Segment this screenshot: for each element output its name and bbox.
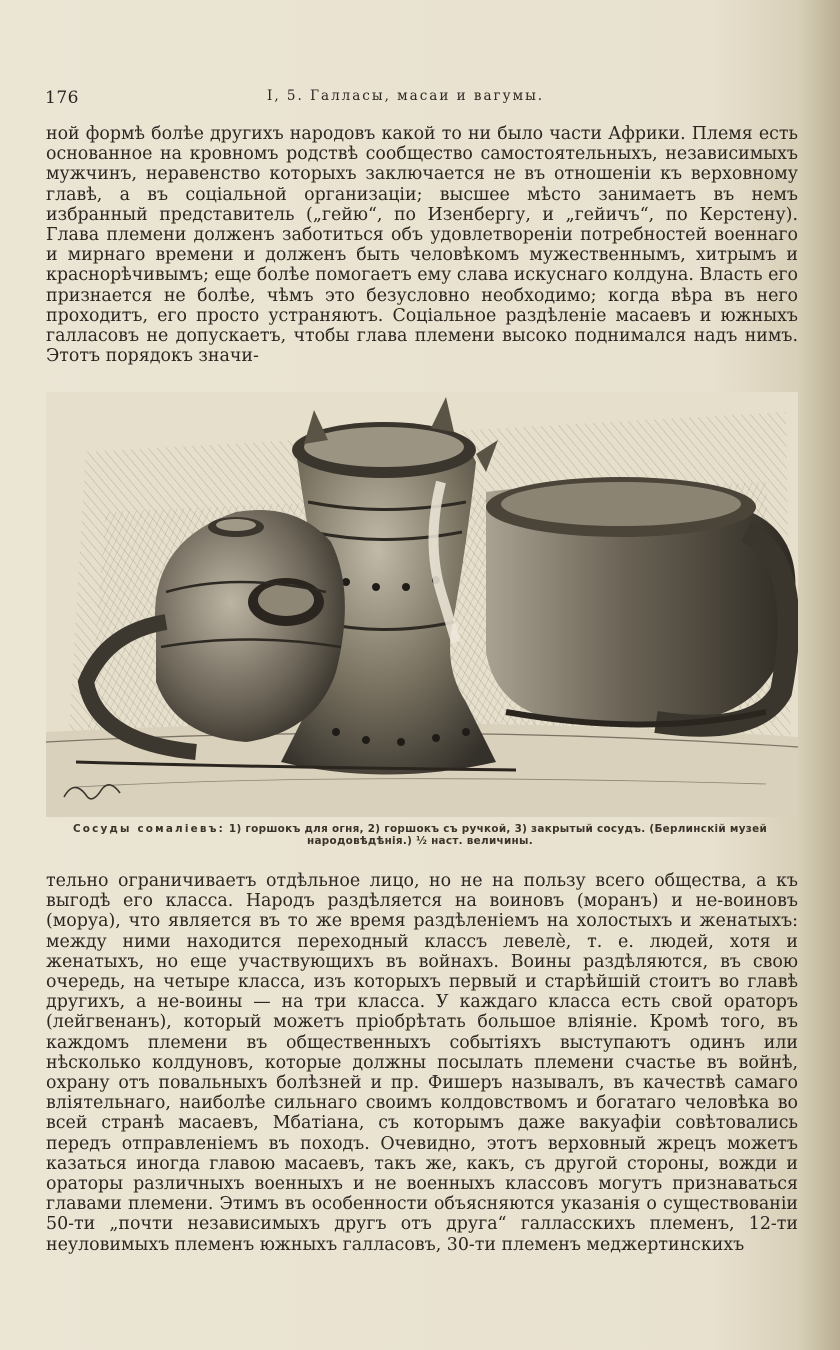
page-number: 176 xyxy=(45,88,79,108)
caption-text: 1) горшокъ для огня, 2) горшокъ съ ручкой, 3) закрытый сосудъ. (Берлинскій музей народовѣдѣнія.) ½ наст. величины. xyxy=(228,823,768,847)
page-header xyxy=(45,82,795,112)
body-text-bottom xyxy=(46,871,798,1255)
vessels-engraving-image xyxy=(46,392,798,817)
caption-lead: Сосуды сомаліевъ: xyxy=(72,823,225,835)
body-text-top xyxy=(46,124,798,366)
paragraph-top: ной формѣ болѣе другихъ народовъ какой то ни было части Африки. Племя есть основанное на кровномъ родствѣ сообщество самостоятельныхъ, независимыхъ мужчинъ, неравенство которыхъ заключается не въ отношеніи къ верховному главѣ, а въ соціальной организаціи; высшее мѣсто занимаетъ въ немъ избранный представитель („гейю“, по Изенбергу, и „гейичъ“, по Керстену). Глава племени долженъ заботиться объ удовлетвореніи потребностей военнаго и мирнаго времени и долженъ быть человѣкомъ мужественнымъ, хитрымъ и краснорѣчивымъ; еще болѣе помогаетъ ему слава искуснаго колдуна. Власть его признается не болѣе, чѣмъ это безусловно необходимо; когда вѣра въ него проходитъ, его просто устраняютъ. Соціальное раздѣленіе масаевъ и южныхъ галласовъ не допускаетъ, чтобы глава племени высоко поднимался надъ нимъ. Этотъ порядокъ значи- xyxy=(46,124,798,367)
figure-caption xyxy=(60,823,780,847)
running-head: I, 5. Галласы, масаи и вагумы. xyxy=(267,88,545,104)
paragraph-bottom: тельно ограничиваетъ отдѣльное лицо, но не на пользу всего общества, а къ выгодѣ его класса. Народъ раздѣляется на воиновъ (моранъ) и не-воиновъ (моруа), что является въ то же время раздѣленіемъ на холостыхъ и женатыхъ: между ними находится переходный классъ левелè, т. е. людей, хотя и женатыхъ, но еще участвующихъ въ войнахъ. Воины раздѣляются, въ свою очередь, на четыре класса, изъ которыхъ первый и старѣйшій стоитъ во главѣ другихъ, а не-воины — на три класса. У каждаго класса есть свой ораторъ (лейгвенанъ), который можетъ пріобрѣтать большое вліяніе. Кромѣ того, въ каждомъ племени въ общественныхъ событіяхъ выступаютъ одинъ или нѣсколько колдуновъ, которые должны посылать племени счастье въ войнѣ, охрану отъ повальныхъ болѣзней и пр. Фишеръ называлъ, въ качествѣ самаго вліятельнаго, наиболѣе сильнаго своимъ колдовствомъ и богатаго человѣка во всей странѣ масаевъ, Мбатіана, съ которымъ даже вакуафіи совѣтовались передъ отправленіемъ въ походъ. Очевидно, этотъ верховный жрецъ можетъ казаться иногда главою масаевъ, такъ же, какъ, съ другой стороны, вожди и ораторы различныхъ военныхъ и не военныхъ классовъ могутъ признаваться главами племени. Этимъ въ особенности объясняются указанія о существованіи 50-ти „почти независимыхъ другъ отъ друга“ галласскихъ племенъ, 12-ти неуловимыхъ племенъ южныхъ галласовъ, 30-ти племенъ меджертинскихъ xyxy=(46,871,798,1255)
figure-illustration xyxy=(46,392,798,817)
